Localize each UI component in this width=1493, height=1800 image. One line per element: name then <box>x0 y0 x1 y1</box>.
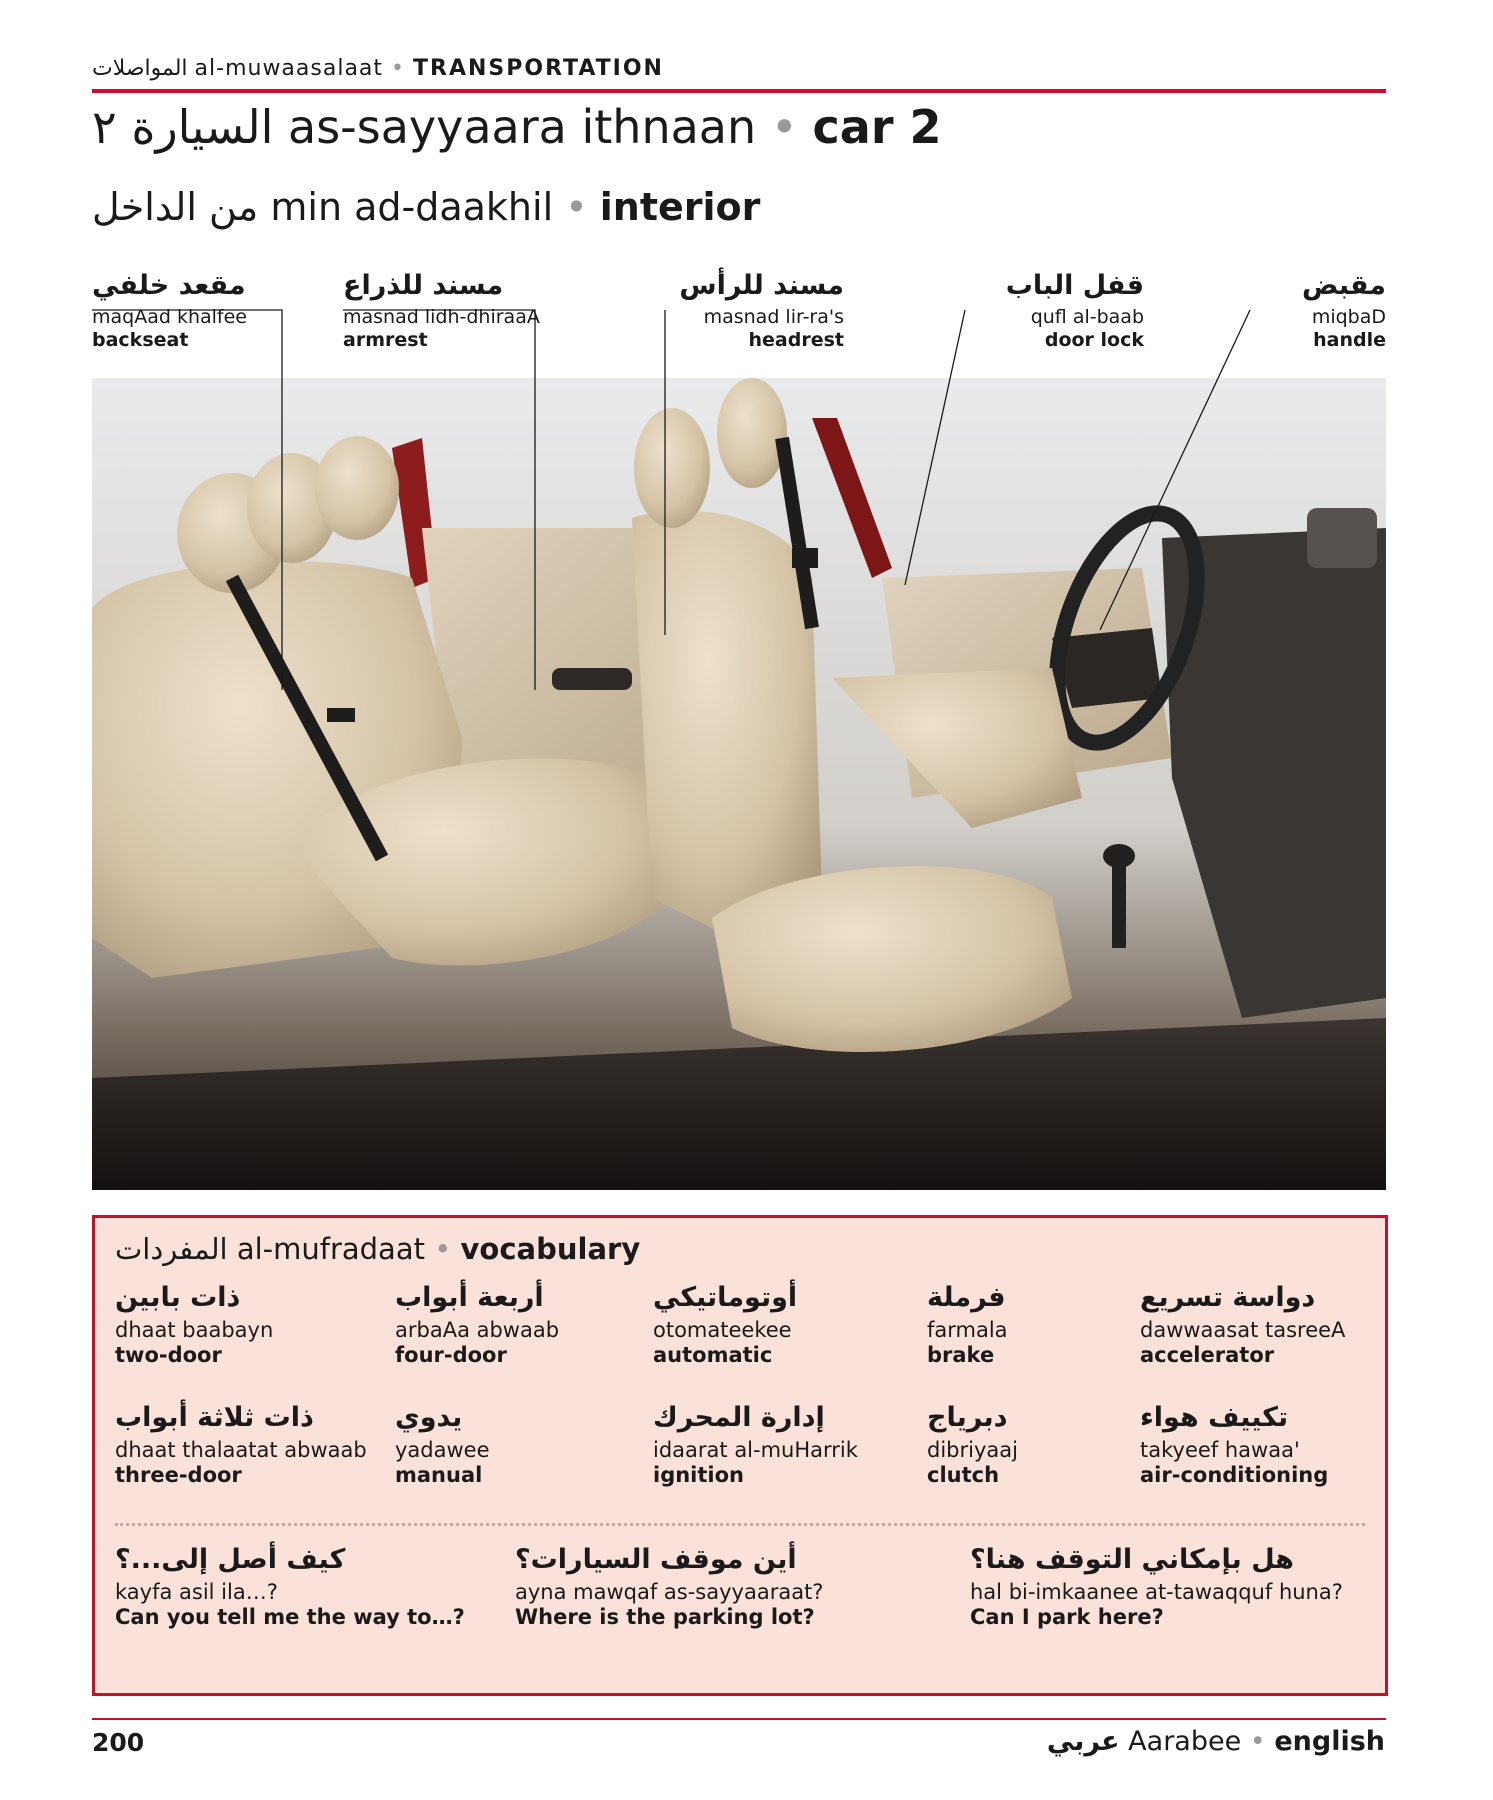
separator-dot: • <box>565 185 588 229</box>
label-english: headrest <box>748 329 844 351</box>
title-translit: as-sayyaara ithnaan <box>288 100 757 154</box>
vocab-translit: idaarat al-muHarrik <box>653 1438 858 1462</box>
label-handle <box>1220 266 1386 352</box>
vocab-arabic: ذات ثلاثة أبواب <box>115 1402 314 1433</box>
vocab-item <box>115 1398 367 1488</box>
separator-dot: • <box>391 56 406 81</box>
vocab-item <box>115 1278 273 1368</box>
label-translit: masnad lidh-dhiraaA <box>343 306 540 328</box>
label-backseat <box>92 266 247 352</box>
vocab-translit: dibriyaaj <box>927 1438 1018 1462</box>
separator-dot: • <box>1249 1726 1266 1757</box>
page-number: 200 <box>92 1728 145 1757</box>
label-translit: masnad lir-ra's <box>703 306 844 328</box>
vocab-arabic: يدوي <box>395 1402 463 1433</box>
vocab-english: four-door <box>395 1343 507 1367</box>
vocab-english: three-door <box>115 1463 242 1487</box>
vocab-item <box>395 1398 490 1488</box>
vocab-item <box>927 1398 1018 1488</box>
vocab-translit: yadawee <box>395 1438 490 1462</box>
label-english: backseat <box>92 329 189 351</box>
vocab-english: ignition <box>653 1463 744 1487</box>
separator-dot: • <box>434 1232 452 1266</box>
vocab-english: accelerator <box>1140 1343 1275 1367</box>
label-english: armrest <box>343 329 428 351</box>
vocab-arabic: دواسة تسريع <box>1140 1282 1316 1313</box>
phrase-item <box>515 1540 823 1630</box>
footer-language <box>1047 1726 1385 1757</box>
label-arabic: قفل الباب <box>1005 270 1144 301</box>
vocab-english: two-door <box>115 1343 222 1367</box>
vocab-english: clutch <box>927 1463 1000 1487</box>
vocab-arabic: دبرياج <box>927 1402 1008 1433</box>
label-english: door lock <box>1044 329 1144 351</box>
vocab-english: brake <box>927 1343 995 1367</box>
label-arabic: مسند للذراع <box>343 270 504 301</box>
vocab-heading-translit: al-mufradaat <box>236 1232 425 1266</box>
label-arabic: مقبض <box>1301 270 1386 301</box>
vocab-heading-arabic: المفردات <box>115 1232 228 1266</box>
vocab-translit: arbaAa abwaab <box>395 1318 560 1342</box>
label-armrest <box>343 266 540 352</box>
vocab-item <box>395 1278 559 1368</box>
vocab-english: automatic <box>653 1343 773 1367</box>
footer-lang-translit: Aarabee <box>1128 1726 1242 1757</box>
subtitle-translit: min ad-daakhil <box>270 185 554 229</box>
phrase-translit: ayna mawqaf as-sayyaaraat? <box>515 1580 824 1604</box>
label-door-lock <box>950 266 1144 352</box>
label-arabic: مسند للرأس <box>679 270 844 301</box>
separator-dot: • <box>770 100 798 154</box>
section-english: TRANSPORTATION <box>413 56 664 81</box>
vocab-item <box>1140 1398 1328 1488</box>
label-headrest <box>640 266 844 352</box>
label-translit: qufl al-baab <box>1030 306 1144 328</box>
vocab-item <box>1140 1278 1345 1368</box>
header-rule <box>92 89 1386 93</box>
vocab-translit: dhaat baabayn <box>115 1318 274 1342</box>
vocab-translit: dhaat thalaatat abwaab <box>115 1438 367 1462</box>
footer-lang-arabic: عربي <box>1046 1726 1120 1757</box>
vocab-arabic: تكييف هواء <box>1140 1402 1289 1433</box>
phrase-item <box>115 1540 465 1630</box>
section-translit: al-muwaasalaat <box>194 56 384 81</box>
vocab-english: manual <box>395 1463 483 1487</box>
footer-lang-english: english <box>1274 1726 1385 1757</box>
dotted-divider <box>115 1523 1365 1526</box>
phrase-english: Where is the parking lot? <box>515 1605 815 1629</box>
phrase-english: Can I park here? <box>970 1605 1164 1629</box>
phrase-arabic: كيف أصل إلى...؟ <box>115 1544 346 1575</box>
vocab-english: air-conditioning <box>1140 1463 1329 1487</box>
subtitle-english: interior <box>599 185 761 229</box>
footer-rule <box>92 1718 1386 1720</box>
vocab-item <box>653 1278 797 1368</box>
vocab-translit: dawwaasat tasreeA <box>1140 1318 1346 1342</box>
vocab-arabic: ذات بابين <box>115 1282 241 1313</box>
running-head <box>92 56 664 81</box>
vocab-arabic: أوتوماتيكي <box>653 1282 798 1313</box>
label-arabic: مقعد خلفي <box>92 270 246 301</box>
vocab-heading-english: vocabulary <box>460 1232 641 1266</box>
vocabulary-heading <box>115 1232 640 1266</box>
title-english: car 2 <box>812 100 942 154</box>
vocab-translit: farmala <box>927 1318 1008 1342</box>
vocab-translit: otomateekee <box>653 1318 792 1342</box>
page-title <box>92 100 942 154</box>
vocab-item <box>927 1278 1008 1368</box>
section-arabic: المواصلات <box>92 56 188 81</box>
vocab-translit: takyeef hawaa' <box>1140 1438 1300 1462</box>
vocabulary-box <box>92 1215 1388 1696</box>
label-translit: miqbaD <box>1311 306 1386 328</box>
phrase-arabic: هل بإمكاني التوقف هنا؟ <box>970 1544 1295 1575</box>
phrase-arabic: أين موقف السيارات؟ <box>515 1544 797 1575</box>
vocab-item <box>653 1398 858 1488</box>
title-arabic: السيارة ٢ <box>92 100 274 154</box>
vocab-arabic: إدارة المحرك <box>653 1402 825 1433</box>
car-interior-photo <box>92 378 1386 1190</box>
subtitle-arabic: من الداخل <box>92 185 259 229</box>
phrase-translit: kayfa asil ila…? <box>115 1580 278 1604</box>
page-subtitle <box>92 185 760 229</box>
phrase-english: Can you tell me the way to…? <box>115 1605 465 1629</box>
vocab-arabic: فرملة <box>927 1282 1006 1313</box>
label-english: handle <box>1313 329 1386 351</box>
label-translit: maqAad khalfee <box>92 306 247 328</box>
phrase-item <box>970 1540 1343 1630</box>
vocab-arabic: أربعة أبواب <box>395 1282 544 1313</box>
phrase-translit: hal bi-imkaanee at-tawaqquf huna? <box>970 1580 1343 1604</box>
